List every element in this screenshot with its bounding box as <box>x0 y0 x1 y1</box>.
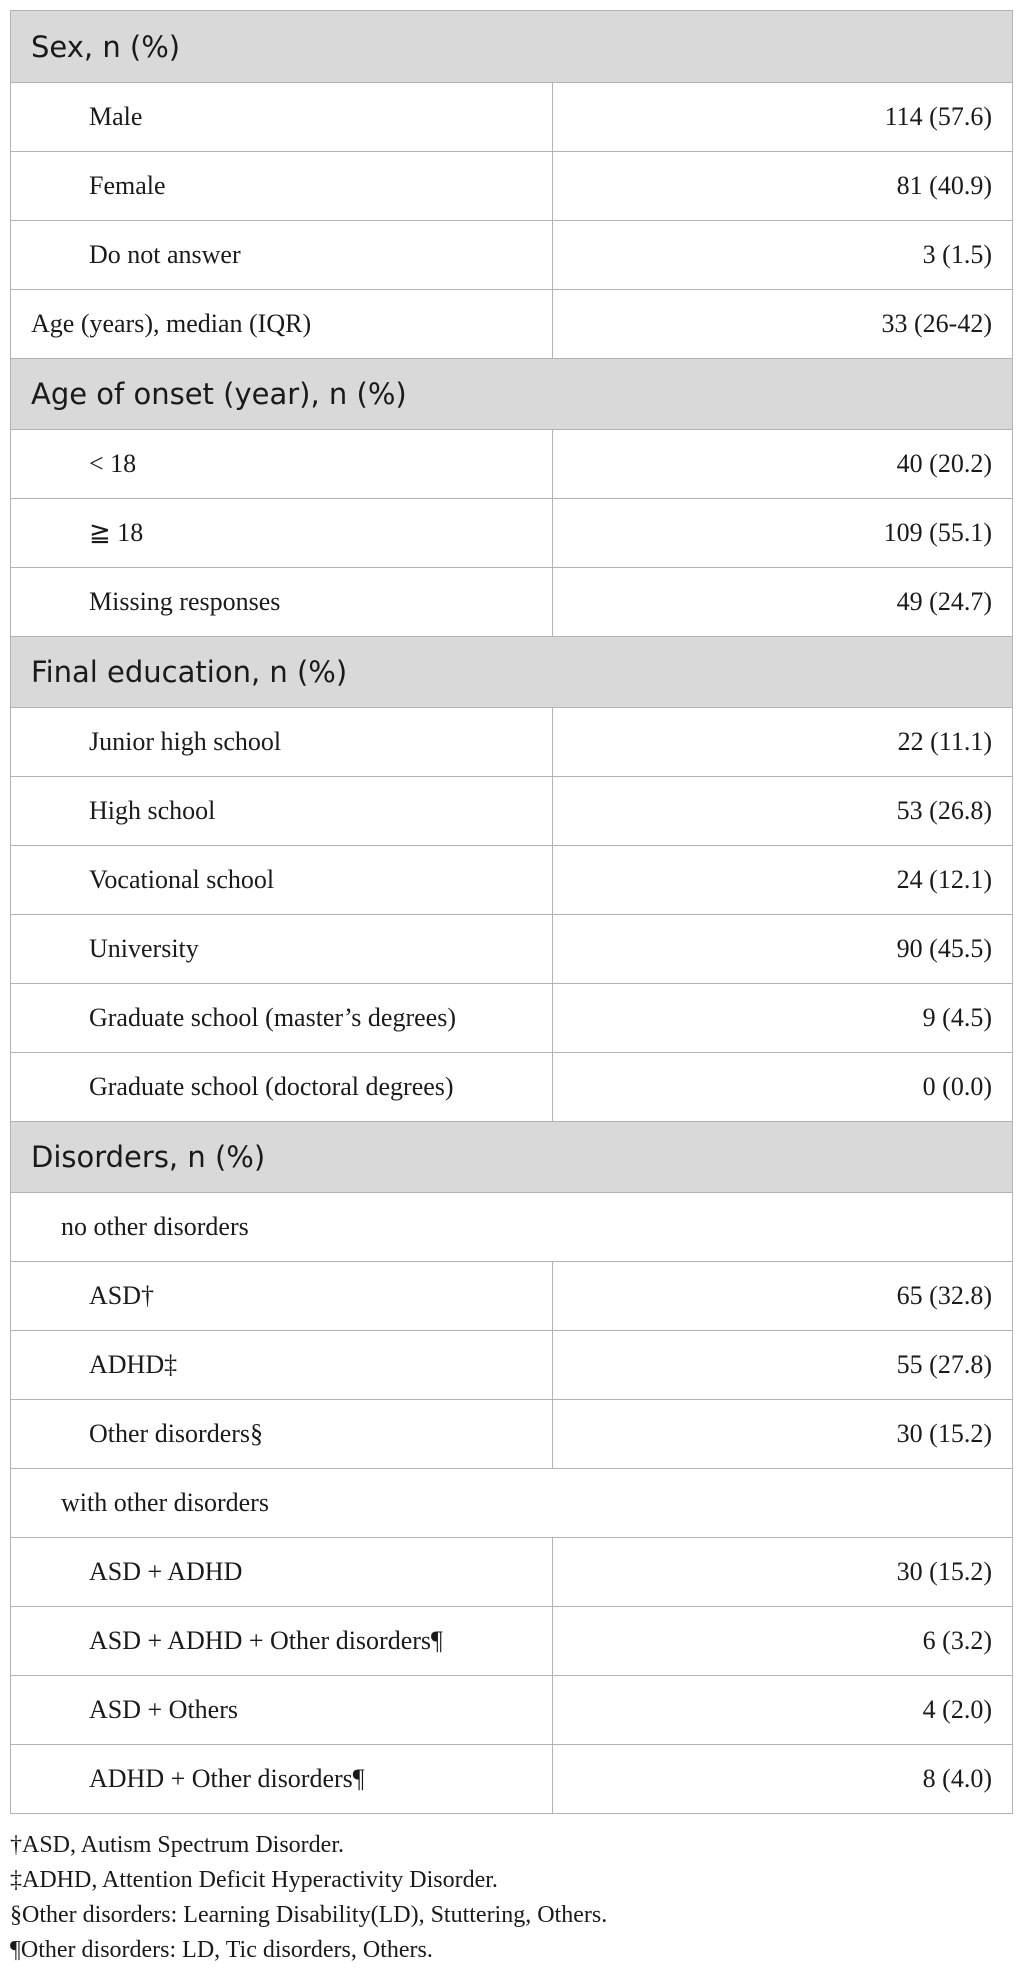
subgroup-header-with-other: with other disorders <box>11 1468 1012 1537</box>
row-label: University <box>11 915 553 983</box>
table-row <box>11 845 1012 914</box>
row-value: 8 (4.0) <box>922 1764 992 1793</box>
table-row <box>11 220 1012 289</box>
row-value: 65 (32.8) <box>896 1281 992 1310</box>
row-label: ≧ 18 <box>11 499 553 567</box>
row-label: ASD† <box>11 1262 553 1330</box>
footnotes <box>10 1828 1013 1968</box>
table-row <box>11 151 1012 220</box>
row-value: 30 (15.2) <box>896 1419 992 1448</box>
footnote-other-disorders: §Other disorders: Learning Disability(LD), Stuttering, Others. <box>10 1902 608 1928</box>
table-row <box>11 1330 1012 1399</box>
row-label: Other disorders§ <box>11 1400 553 1468</box>
row-value: 114 (57.6) <box>884 102 992 131</box>
row-value: 4 (2.0) <box>922 1695 992 1724</box>
row-value: 30 (15.2) <box>896 1557 992 1586</box>
row-value: 53 (26.8) <box>896 796 992 825</box>
row-label: Junior high school <box>11 708 553 776</box>
table-row <box>11 498 1012 567</box>
section-header-sex <box>11 11 1012 82</box>
row-value: 6 (3.2) <box>922 1626 992 1655</box>
section-title: Disorders, n (%) <box>31 1140 266 1174</box>
table-row <box>11 1261 1012 1330</box>
footnote-asd: †ASD, Autism Spectrum Disorder. <box>10 1832 344 1858</box>
table-row <box>11 707 1012 776</box>
row-value: 90 (45.5) <box>896 934 992 963</box>
row-value: 9 (4.5) <box>922 1003 992 1032</box>
row-label: High school <box>11 777 553 845</box>
row-label: ASD + ADHD + Other disorders¶ <box>11 1607 553 1675</box>
row-value: 24 (12.1) <box>896 865 992 894</box>
section-title: Sex, n (%) <box>31 29 181 64</box>
row-value: 55 (27.8) <box>896 1350 992 1379</box>
table-row <box>11 1537 1012 1606</box>
table-row <box>11 1744 1012 1813</box>
row-label: Graduate school (master’s degrees) <box>11 984 553 1052</box>
footnote-adhd: ‡ADHD, Attention Deficit Hyperactivity Disorder. <box>10 1867 498 1893</box>
table-row <box>11 1399 1012 1468</box>
demographics-table <box>10 10 1013 1814</box>
table-row <box>11 1606 1012 1675</box>
row-value: 81 (40.9) <box>896 171 992 200</box>
row-label: Missing responses <box>11 568 553 636</box>
row-value: 109 (55.1) <box>883 518 992 547</box>
table-row <box>11 776 1012 845</box>
row-value: 3 (1.5) <box>922 240 992 269</box>
row-label: Do not answer <box>11 221 553 289</box>
table-row <box>11 1052 1012 1121</box>
row-label: ASD + ADHD <box>11 1538 553 1606</box>
row-value: 0 (0.0) <box>922 1072 992 1101</box>
row-value: 22 (11.1) <box>897 727 992 756</box>
row-label: Male <box>11 83 553 151</box>
row-label: Vocational school <box>11 846 553 914</box>
row-value: 33 (26-42) <box>881 309 992 338</box>
subgroup-header-no-other: no other disorders <box>11 1192 1012 1261</box>
row-label: Female <box>11 152 553 220</box>
row-label: Graduate school (doctoral degrees) <box>11 1053 553 1121</box>
table-row <box>11 1675 1012 1744</box>
section-header-disorders <box>11 1121 1012 1192</box>
row-label: ADHD + Other disorders¶ <box>11 1745 553 1813</box>
table-row <box>11 429 1012 498</box>
row-label: ADHD‡ <box>11 1331 553 1399</box>
table-row <box>11 82 1012 151</box>
table-row <box>11 914 1012 983</box>
row-value: 49 (24.7) <box>896 587 992 616</box>
row-value: 40 (20.2) <box>896 449 992 478</box>
section-header-final-education <box>11 636 1012 707</box>
section-title: Final education, n (%) <box>31 655 348 689</box>
row-label: Age (years), median (IQR) <box>11 290 553 358</box>
section-title: Age of onset (year), n (%) <box>31 377 407 411</box>
table-row-age <box>11 289 1012 358</box>
section-header-age-of-onset <box>11 358 1012 429</box>
row-label: < 18 <box>11 430 553 498</box>
table-row <box>11 567 1012 636</box>
table-row <box>11 983 1012 1052</box>
row-label: ASD + Others <box>11 1676 553 1744</box>
footnote-other-disorders-ld: ¶Other disorders: LD, Tic disorders, Others. <box>10 1937 433 1963</box>
